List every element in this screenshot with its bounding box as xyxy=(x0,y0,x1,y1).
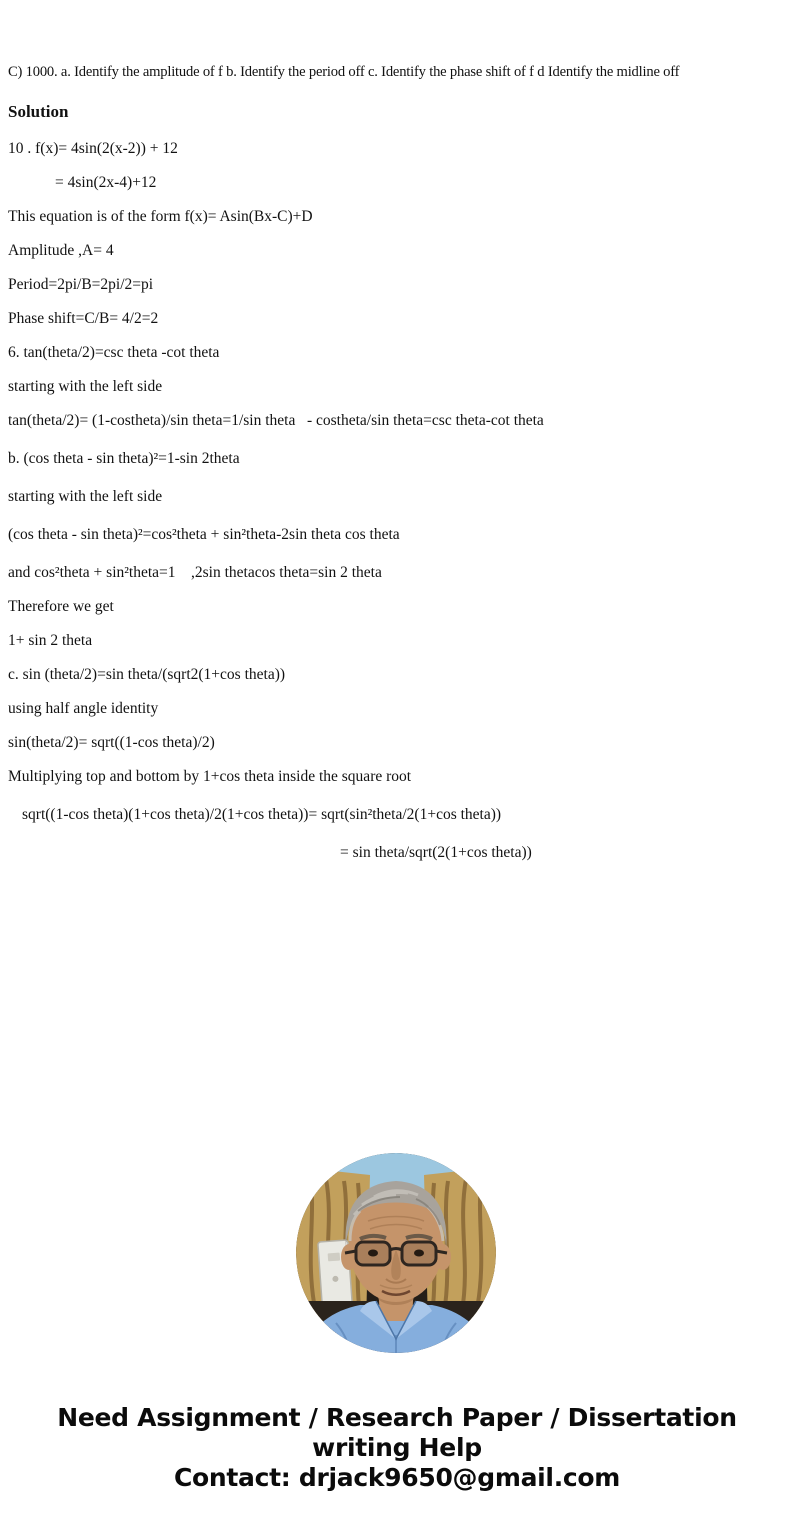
solution-line: and cos²theta + sin²theta=1 ,2sin thetacos theta=sin 2 theta xyxy=(8,564,382,581)
footer-contact-email: Contact: drjack9650@gmail.com xyxy=(173,1463,621,1492)
footer-help-line1: Need Assignment / Research Paper / Dissertation xyxy=(57,1403,737,1432)
solution-line: Therefore we get xyxy=(8,598,114,615)
solution-line: sqrt((1-cos theta)(1+cos theta)/2(1+cos theta))= sqrt(sin²theta/2(1+cos theta)) xyxy=(22,806,502,823)
solution-line: starting with the left side xyxy=(8,488,163,505)
solution-line: starting with the left side xyxy=(8,378,163,395)
solution-line: This equation is of the form f(x)= Asin(Bx-C)+D xyxy=(8,208,313,225)
solution-line: = 4sin(2x-4)+12 xyxy=(55,174,157,191)
solution-line: = sin theta/sqrt(2(1+cos theta)) xyxy=(340,844,532,861)
solution-line: c. sin (theta/2)=sin theta/(sqrt2(1+cos theta)) xyxy=(8,666,286,683)
document-body xyxy=(8,62,790,877)
solution-line: 6. tan(theta/2)=csc theta -cot theta xyxy=(8,344,220,361)
presenter-avatar xyxy=(296,1153,496,1353)
presenter-photo-icon xyxy=(296,1153,496,1353)
solution-line: using half angle identity xyxy=(8,700,159,717)
solution-line: 10 . f(x)= 4sin(2(x-2)) + 12 xyxy=(8,140,178,157)
footer-ad xyxy=(0,1403,794,1493)
solution-line: 1+ sin 2 theta xyxy=(8,632,93,649)
solution-line: (cos theta - sin theta)²=cos²theta + sin²theta-2sin theta cos theta xyxy=(8,526,400,543)
solution-line: b. (cos theta - sin theta)²=1-sin 2theta xyxy=(8,450,240,467)
solution-line: Phase shift=C/B= 4/2=2 xyxy=(8,310,159,327)
solution-lines xyxy=(8,139,790,863)
solution-heading: Solution xyxy=(8,102,69,121)
solution-line: Period=2pi/B=2pi/2=pi xyxy=(8,276,154,293)
solution-line: tan(theta/2)= (1-costheta)/sin theta=1/sin theta - costheta/sin theta=csc theta-cot theta xyxy=(8,412,544,429)
solution-line: sin(theta/2)= sqrt((1-cos theta)/2) xyxy=(8,734,215,751)
footer-help-line2: writing Help xyxy=(312,1433,482,1462)
question-text: C) 1000. a. Identify the amplitude of f b. Identify the period off c. Identify the phase shift of f d Identify the midline off xyxy=(8,64,680,80)
solution-line: Amplitude ,A= 4 xyxy=(8,242,114,259)
solution-line: Multiplying top and bottom by 1+cos theta inside the square root xyxy=(8,768,412,785)
